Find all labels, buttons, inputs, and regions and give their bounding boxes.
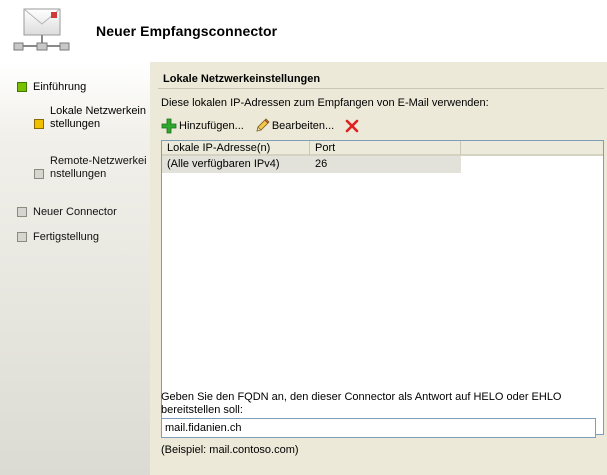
step-label: Fertigstellung <box>33 231 100 243</box>
red-x-icon <box>344 118 360 134</box>
step-status-icon <box>34 169 44 179</box>
column-header-ip[interactable]: Lokale IP-Adresse(n) <box>162 141 310 156</box>
receive-connector-icon <box>10 6 70 58</box>
step-status-icon <box>34 119 44 129</box>
add-button-label: Hinzufügen... <box>179 120 244 132</box>
ip-toolbar <box>161 116 370 136</box>
column-header-filler <box>461 141 603 156</box>
step-lokale-netzwerkeinstellungen <box>34 105 148 131</box>
step-label: Lokale Netzwerkeinstellungen <box>50 105 146 130</box>
step-label: Remote-Netzwerkeinstellungen <box>50 155 147 180</box>
ip-list-row[interactable] <box>162 156 603 173</box>
step-status-icon <box>17 207 27 217</box>
pencil-icon <box>254 118 270 134</box>
fqdn-input[interactable] <box>161 418 596 438</box>
section-divider <box>158 88 604 89</box>
step-label: Einführung <box>33 81 87 93</box>
add-button[interactable] <box>161 118 244 134</box>
column-header-port[interactable]: Port <box>310 141 461 156</box>
ip-list-header <box>162 141 603 156</box>
wizard-content <box>150 62 607 475</box>
wizard-title: Neuer Empfangsconnector <box>96 23 278 39</box>
step-label: Neuer Connector <box>33 206 117 218</box>
step-fertigstellung <box>17 231 99 244</box>
edit-button[interactable] <box>254 118 334 134</box>
wizard-steps-nav <box>0 62 150 475</box>
step-status-icon <box>17 232 27 242</box>
step-status-icon <box>17 82 27 92</box>
edit-button-label: Bearbeiten... <box>271 120 335 132</box>
section-title: Lokale Netzwerkeinstellungen <box>163 73 321 85</box>
step-neuer-connector <box>17 206 117 219</box>
port-cell: 26 <box>310 156 461 173</box>
green-plus-icon <box>161 118 177 134</box>
step-remote-netzwerkeinstellungen <box>34 155 148 181</box>
fqdn-example: (Beispiel: mail.contoso.com) <box>161 444 299 456</box>
ip-description: Diese lokalen IP-Adressen zum Empfangen von E-Mail verwenden: <box>161 97 489 109</box>
ip-address-cell: (Alle verfügbaren IPv4) <box>162 156 310 173</box>
wizard-header <box>0 0 607 62</box>
step-einfuehrung <box>17 81 86 94</box>
delete-button[interactable] <box>344 118 360 134</box>
fqdn-label: Geben Sie den FQDN an, den dieser Connector als Antwort auf HELO oder EHLO bereitstellen soll: <box>161 391 562 416</box>
